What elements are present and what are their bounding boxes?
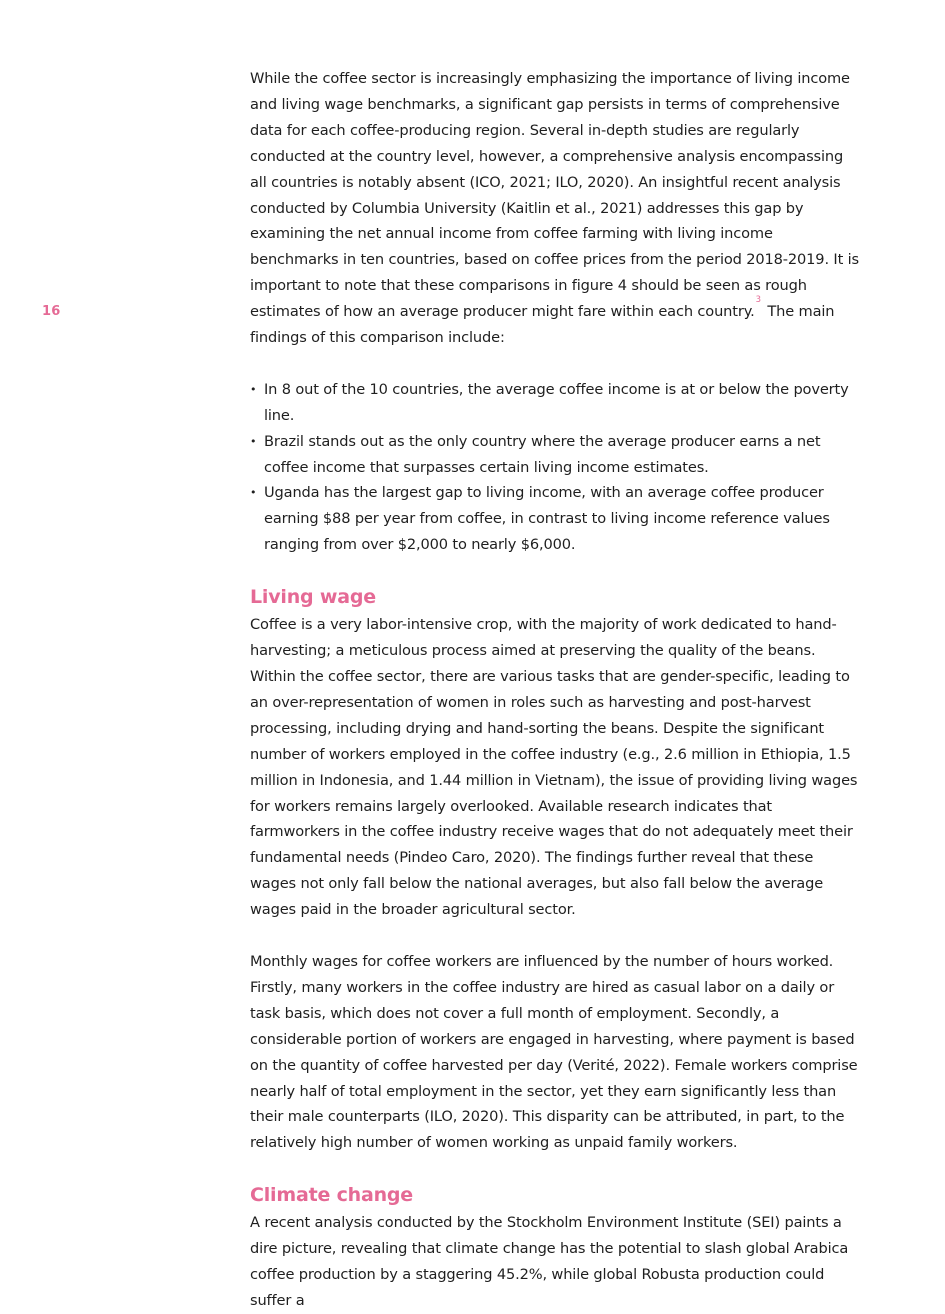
- section-heading-living-wage: Living wage: [250, 586, 376, 609]
- intro-text: While the coffee sector is increasingly emphasizing the importance of living income and living wage benchmarks, a significant gap persists in terms of comprehensive data for each coffee-producing region. Several in-depth studies are regularly conducted at the country level, however, a comprehensive analysis encompassing all countries is notably absent (ICO, 2021; ILO, 2020). An insightful recent analysis conducted by Columbia University (Kaitlin et al., 2021) addresses this gap by examining the net annual income from coffee farming with living income benchmarks in ten countries, based on coffee prices from the period 2018-2019. It is important to note that these comparisons in figure 4 should be seen as rough estimates of how an average producer might fare within each country.: [250, 70, 859, 321]
- footnote-reference[interactable]: 3: [755, 295, 761, 306]
- intro-paragraph: [250, 66, 862, 351]
- climate-change-paragraph: A recent analysis conducted by the Stockholm Environment Institute (SEI) paints a dire picture, revealing that climate change has the potential to slash global Arabica coffee production by a staggering 45.2%, while global Robusta production could suffer a: [250, 1214, 849, 1309]
- bullet-icon: •: [250, 486, 257, 500]
- list-item: [250, 480, 862, 558]
- bullet-icon: •: [250, 434, 257, 448]
- list-item-text: Brazil stands out as the only country where the average producer earns a net coffee income that surpasses certain living income estimates.: [264, 432, 821, 476]
- section-heading-climate-change: Climate change: [250, 1184, 413, 1207]
- living-wage-paragraph: Coffee is a very labor-intensive crop, with the majority of work dedicated to hand-harvesting; a meticulous process aimed at preserving the quality of the beans. Within the coffee sector, there are various tasks that are gender-specific, leading to an over-representation of women in roles such as harvesting and post-harvest processing, including drying and hand-sorting the beans. Despite the significant number of workers employed in the coffee industry (e.g., 2.6 million in Ethiopia, 1.5 million in Indonesia, and 1.44 million in Vietnam), the issue of providing living wages for workers remains largely overlooked. Available research indicates that farmworkers in the coffee industry receive wages that do not adequately meet their fundamental needs (Pindeo Caro, 2020). The findings further reveal that these wages not only fall below the national averages, but also fall below the average wages paid in the broader agricultural sector.: [250, 616, 858, 919]
- list-item: [250, 377, 862, 429]
- main-column: [250, 66, 862, 1314]
- findings-list: [250, 377, 862, 558]
- living-wage-paragraph: Monthly wages for coffee workers are influenced by the number of hours worked. Firstly, many workers in the coffee industry are hired as casual labor on a daily or task basis, which does not cover a full month of employment. Secondly, a considerable portion of workers are engaged in harvesting, where payment is based on the quantity of coffee harvested per day (Verité, 2022). Female workers comprise nearly half of total employment in the sector, yet they earn significantly less than their male counterparts (ILO, 2020). This disparity can be attributed, in part, to the relatively high number of women working as unpaid family workers.: [250, 952, 858, 1152]
- intro-text-continued: The main findings of this comparison include:: [250, 303, 835, 347]
- list-item: [250, 429, 862, 481]
- list-item-text: In 8 out of the 10 countries, the average coffee income is at or below the poverty line.: [264, 380, 849, 424]
- page-number: 16: [42, 304, 61, 319]
- bullet-icon: •: [250, 382, 257, 396]
- list-item-text: Uganda has the largest gap to living income, with an average coffee producer earning $88 per year from coffee, in contrast to living income reference values ranging from over $2,000 to nearly $6,000.: [264, 484, 830, 554]
